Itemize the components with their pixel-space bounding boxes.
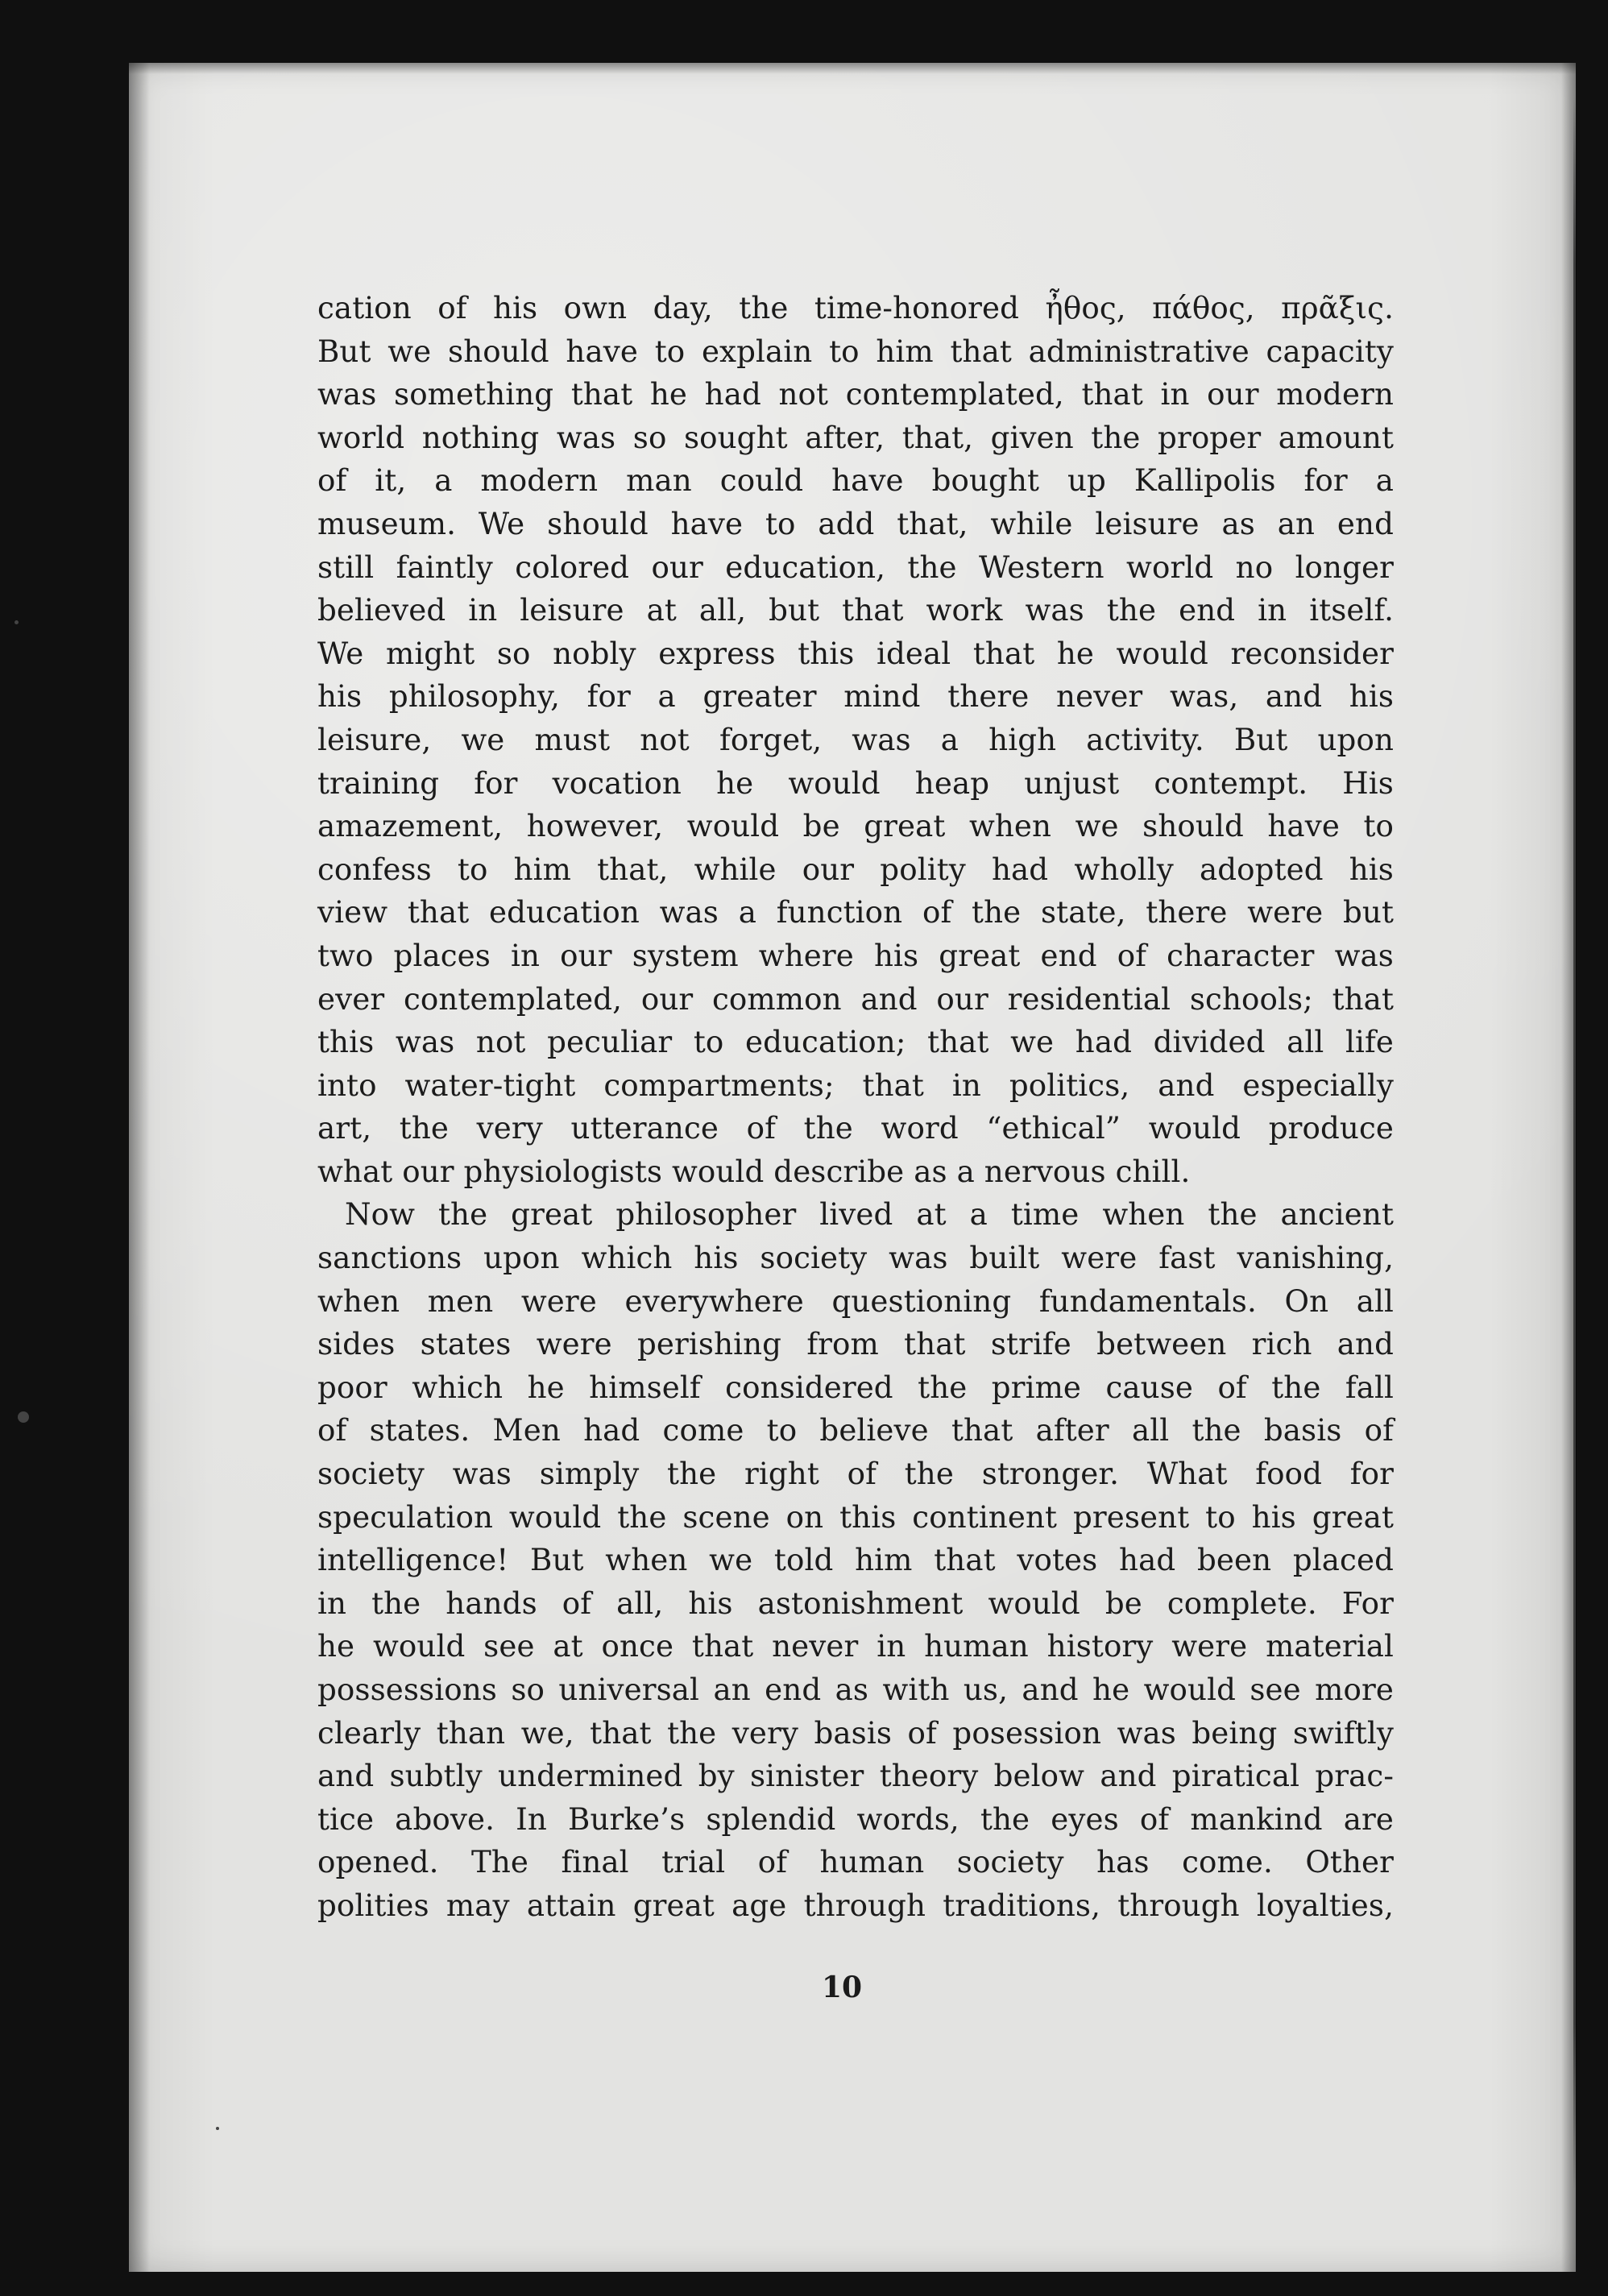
text-line: of it, a modern man could have bought up Kallipolis for a	[317, 462, 1394, 499]
text-line: possessions so universal an end as with us, and he would see more	[317, 1672, 1394, 1707]
text-line: tice above. In Burke’s splendid words, the eyes of mankind are	[317, 1801, 1394, 1837]
text-line: into water-tight compartments; that in politics, and especially	[317, 1067, 1394, 1103]
text-line: clearly than we, that the very basis of posession was being swiftly	[317, 1714, 1394, 1751]
text-line: society was simply the right of the stronger. What food for	[317, 1456, 1394, 1492]
text-line: We might so nobly express this ideal that he would reconsider	[317, 635, 1394, 671]
text-line: he would see at once that never in human history were material	[317, 1628, 1394, 1664]
text-line: confess to him that, while our polity had wholly adopted his	[317, 851, 1394, 887]
body-text	[317, 287, 1394, 1928]
text-line: intelligence! But when we told him that votes had been placed	[317, 1542, 1394, 1578]
text-line: what our physiologists would describe as a nervous chill.	[317, 1153, 1191, 1189]
text-line: sanctions upon which his society was built were fast vanishing,	[317, 1240, 1394, 1276]
text-line: Now the great philosopher lived at a time when the ancient	[345, 1196, 1394, 1233]
text-line: of states. Men had come to believe that after all the basis of	[317, 1412, 1394, 1448]
text-line: training for vocation he would heap unjust contempt. His	[317, 765, 1394, 801]
text-line: museum. We should have to add that, while leisure as an end	[317, 505, 1394, 541]
binding-gutter	[1573, 97, 1577, 2191]
text-line: in the hands of all, his astonishment would be complete. For	[317, 1585, 1394, 1621]
text-line: this was not peculiar to education; that we had divided all life	[317, 1024, 1394, 1060]
text-line: But we should have to explain to him that administrative capacity	[317, 333, 1394, 369]
text-line: leisure, we must not forget, was a high activity. But upon	[317, 721, 1394, 757]
text-line: still faintly colored our education, the Western world no longer	[317, 549, 1394, 585]
text-line: polities may attain great age through traditions, through loyalties,	[317, 1887, 1394, 1923]
text-line: art, the very utterance of the word “ethical” would produce	[317, 1110, 1394, 1146]
dust-speck	[15, 620, 19, 624]
text-line: his philosophy, for a greater mind there never was, and his	[317, 678, 1394, 715]
text-line: believed in leisure at all, but that work was the end in itself.	[317, 592, 1394, 628]
paragraph-1	[317, 287, 1394, 1193]
text-line: opened. The final trial of human society has come. Other	[317, 1844, 1394, 1880]
page-number: 10	[822, 1971, 863, 2004]
text-line: view that education was a function of the state, there were but	[317, 894, 1394, 930]
text-line: when men were everywhere questioning fundamentals. On all	[317, 1283, 1394, 1319]
page-edge-shadow	[129, 63, 150, 2272]
dust-speck	[216, 2127, 219, 2130]
paragraph-2	[317, 1193, 1394, 1927]
text-line: two places in our system where his great end of character was	[317, 937, 1394, 973]
dust-speck	[18, 1411, 29, 1423]
text-line: amazement, however, would be great when we should have to	[317, 808, 1394, 844]
text-line: world nothing was so sought after, that, given the proper amount	[317, 419, 1394, 455]
text-line: sides states were perishing from that strife between rich and	[317, 1326, 1394, 1362]
text-line: speculation would the scene on this continent present to his great	[317, 1498, 1394, 1535]
text-line: cation of his own day, the time-honored ἦθος, πάθος, πρᾶξις.	[317, 290, 1394, 325]
text-line: and subtly undermined by sinister theory below and piratical prac-	[317, 1758, 1394, 1794]
text-line: ever contemplated, our common and our residential schools; that	[317, 980, 1394, 1017]
text-line: was something that he had not contemplated, that in our modern	[317, 376, 1394, 412]
text-line: poor which he himself considered the prime cause of the fall	[317, 1369, 1394, 1405]
